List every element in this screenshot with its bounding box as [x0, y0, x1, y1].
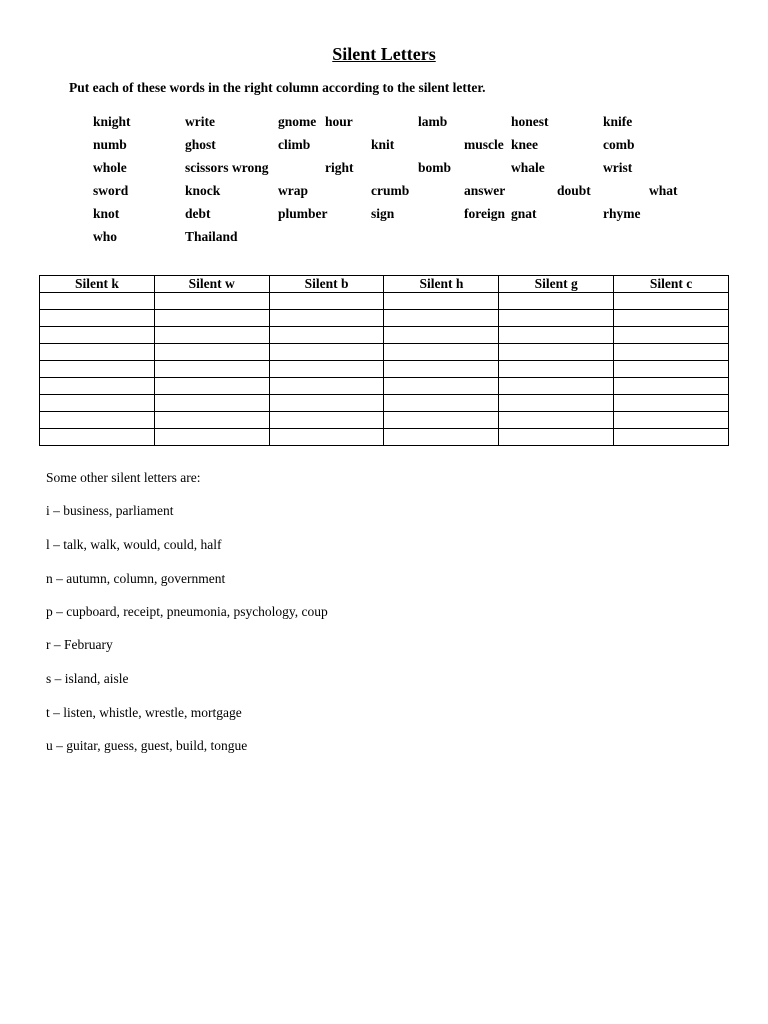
word-item: foreign	[464, 206, 505, 221]
word-item: muscle	[464, 137, 504, 152]
word-item: debt	[185, 206, 211, 221]
table-cell	[614, 293, 729, 310]
silent-letter-line: i – business, parliament	[46, 503, 174, 518]
table-row	[40, 395, 729, 412]
table-cell	[499, 395, 614, 412]
table-cell	[384, 395, 499, 412]
table-cell	[499, 327, 614, 344]
word-item: rhyme	[603, 206, 641, 221]
table-row	[40, 378, 729, 395]
word-item: knit	[371, 137, 395, 152]
table-cell	[40, 361, 155, 378]
word-item: whale	[511, 160, 545, 175]
table-cell	[614, 327, 729, 344]
table-row	[40, 412, 729, 429]
table-cell	[40, 344, 155, 361]
column-header-silent-c: Silent c	[614, 276, 729, 293]
table-cell	[499, 361, 614, 378]
word-item: bomb	[418, 160, 452, 175]
table-cell	[499, 310, 614, 327]
word-item: gnome	[278, 114, 317, 129]
table-cell	[40, 293, 155, 310]
word-item: climb	[278, 137, 311, 152]
table-cell	[499, 429, 614, 446]
table-cell	[614, 412, 729, 429]
word-item: wrong	[232, 160, 269, 175]
table-cell	[269, 429, 384, 446]
table-cell	[154, 378, 269, 395]
table-cell	[154, 310, 269, 327]
table-cell	[154, 344, 269, 361]
table-cell	[40, 378, 155, 395]
word-item: whole	[93, 160, 127, 175]
word-item: comb	[603, 137, 635, 152]
table-header-row	[40, 276, 729, 293]
table-cell	[269, 327, 384, 344]
silent-letter-line: r – February	[46, 637, 113, 652]
table-cell	[499, 344, 614, 361]
table-cell	[614, 429, 729, 446]
word-item: scissors	[185, 160, 229, 175]
table-row	[40, 310, 729, 327]
word-item: plumber	[278, 206, 328, 221]
table-cell	[614, 395, 729, 412]
table-cell	[384, 378, 499, 395]
word-item: wrap	[278, 183, 308, 198]
word-item: ghost	[185, 137, 216, 152]
page-title: Silent Letters	[332, 44, 436, 64]
table-cell	[614, 344, 729, 361]
word-item: wrist	[603, 160, 633, 175]
table-cell	[384, 344, 499, 361]
silent-letter-line: p – cupboard, receipt, pneumonia, psychology, coup	[46, 604, 328, 619]
table-cell	[384, 310, 499, 327]
table-row	[40, 429, 729, 446]
word-item: answer	[464, 183, 506, 198]
word-item: hour	[325, 114, 353, 129]
table-row	[40, 361, 729, 378]
table-body	[40, 293, 729, 446]
table-cell	[154, 293, 269, 310]
table-cell	[384, 293, 499, 310]
table-row	[40, 327, 729, 344]
column-header-silent-h: Silent h	[384, 276, 499, 293]
word-item: doubt	[557, 183, 591, 198]
table-row	[40, 344, 729, 361]
table-cell	[499, 412, 614, 429]
silent-letter-line: n – autumn, column, government	[46, 571, 226, 586]
table-cell	[499, 378, 614, 395]
word-item: numb	[93, 137, 127, 152]
table-cell	[269, 344, 384, 361]
table-cell	[614, 361, 729, 378]
word-item: crumb	[371, 183, 410, 198]
table-cell	[384, 429, 499, 446]
column-header-silent-b: Silent b	[269, 276, 384, 293]
word-item: knock	[185, 183, 221, 198]
word-item: who	[93, 229, 118, 244]
sorting-table	[39, 275, 729, 446]
word-item: Thailand	[185, 229, 238, 244]
table-cell	[614, 310, 729, 327]
column-header-silent-g: Silent g	[499, 276, 614, 293]
table-cell	[40, 412, 155, 429]
word-item: sign	[371, 206, 395, 221]
silent-letter-line: l – talk, walk, would, could, half	[46, 537, 222, 552]
table-cell	[40, 327, 155, 344]
word-item: write	[185, 114, 215, 129]
table-cell	[269, 378, 384, 395]
table-cell	[154, 361, 269, 378]
silent-letter-line: s – island, aisle	[46, 671, 129, 686]
table-row	[40, 293, 729, 310]
table-cell	[269, 395, 384, 412]
table-cell	[154, 395, 269, 412]
table-cell	[154, 327, 269, 344]
table-cell	[384, 412, 499, 429]
word-item: knot	[93, 206, 120, 221]
table-cell	[40, 395, 155, 412]
silent-letter-line: u – guitar, guess, guest, build, tongue	[46, 738, 248, 753]
table-cell	[499, 293, 614, 310]
table-cell	[384, 327, 499, 344]
table-cell	[40, 429, 155, 446]
table-cell	[614, 378, 729, 395]
silent-letter-line: t – listen, whistle, wrestle, mortgage	[46, 705, 242, 720]
word-item: knight	[93, 114, 131, 129]
table-cell	[269, 293, 384, 310]
word-item: knife	[603, 114, 633, 129]
word-item: what	[649, 183, 678, 198]
table-cell	[269, 361, 384, 378]
word-item: sword	[93, 183, 129, 198]
table-cell	[154, 429, 269, 446]
table-cell	[269, 310, 384, 327]
other-silent-letters-intro: Some other silent letters are:	[46, 470, 201, 485]
word-item: honest	[511, 114, 549, 129]
word-item: knee	[511, 137, 538, 152]
word-item: gnat	[511, 206, 537, 221]
column-header-silent-k: Silent k	[40, 276, 155, 293]
column-header-silent-w: Silent w	[154, 276, 269, 293]
table-cell	[40, 310, 155, 327]
word-item: right	[325, 160, 354, 175]
table-cell	[384, 361, 499, 378]
instruction-text: Put each of these words in the right column according to the silent letter.	[69, 80, 486, 95]
table-cell	[269, 412, 384, 429]
table-cell	[154, 412, 269, 429]
word-item: lamb	[418, 114, 448, 129]
